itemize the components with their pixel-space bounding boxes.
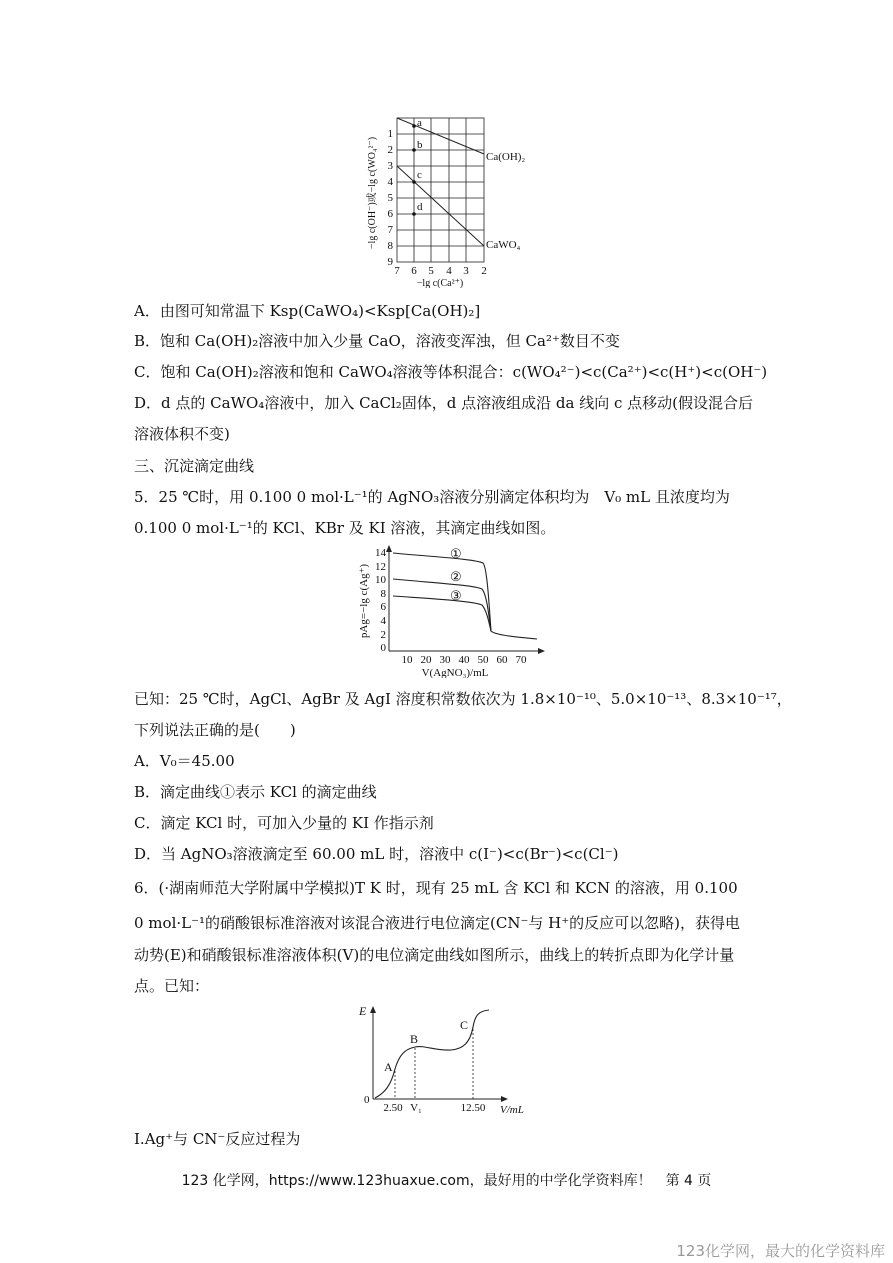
curve-label-3: ③ (450, 588, 462, 603)
y-tick: 6 (380, 601, 386, 613)
y-tick: 4 (380, 615, 386, 627)
q4-option-b: B．饱和 Ca(OH)₂溶液中加入少量 CaO，溶液变浑浊，但 Ca²⁺数目不变 (134, 332, 620, 350)
y-tick: 10 (375, 574, 386, 586)
x-tick: 60 (496, 654, 508, 666)
line-label-caoh2: Ca(OH)₂ (486, 151, 526, 163)
x-tick: 50 (477, 654, 489, 666)
curve-1 (393, 553, 537, 639)
q6-stem: 6．(·湖南师范大学附属中学模拟)T K 时，现有 25 mL 含 KCl 和 KCN 的溶液，用 0.100 (134, 879, 738, 897)
caoh2-line (397, 118, 484, 154)
x-tick: 3 (463, 265, 469, 277)
point-c (412, 180, 416, 184)
point-a (412, 124, 416, 128)
y-tick: 9 (387, 256, 393, 268)
x-tick: V₁ (410, 1102, 422, 1114)
q5-stem: 5．25 ℃时，用 0.100 0 mol·L⁻¹的 AgNO₃溶液分别滴定体积均为 V₀ mL 且浓度均为 (134, 488, 730, 506)
y-tick: 2 (380, 629, 386, 641)
point-label-c: c (417, 169, 422, 181)
curve-3 (393, 596, 491, 631)
q5-option-a: A．V₀＝45.00 (134, 752, 235, 770)
x-tick: 12.50 (460, 1102, 486, 1114)
figure-solubility-lines (355, 108, 545, 288)
y-axis-label: E (359, 1004, 367, 1018)
section-heading: 三、沉淀滴定曲线 (134, 457, 255, 475)
point-d (412, 212, 416, 216)
q4-option-c: C．饱和 Ca(OH)₂溶液和饱和 CaWO₄溶液等体积混合：c(WO₄²⁻)<c(Ca²⁺)<c(H⁺)<c(OH⁻) (134, 363, 768, 381)
q5-option-d: D．当 AgNO₃溶液滴定至 60.00 mL 时，溶液中 c(I⁻)<c(Br⁻)<c(Cl⁻) (134, 845, 619, 863)
watermark: 123化学网，最大的化学资料库 (676, 1242, 885, 1260)
x-tick: 5 (428, 265, 434, 277)
x-axis-label: V/mL (500, 1104, 524, 1115)
q4-option-d-cont: 溶液体积不变) (134, 425, 230, 443)
q5-known-cont: 下列说法正确的是( ) (134, 721, 296, 739)
x-tick: 70 (515, 654, 527, 666)
q6-part-1: Ⅰ.Ag⁺与 CN⁻反应过程为 (134, 1130, 301, 1148)
q6-stem-2: 0 mol·L⁻¹的硝酸银标准溶液对该混合液进行电位滴定(CN⁻与 H⁺的反应可以忽略)，获得电 (134, 914, 741, 932)
point-label-c: C (460, 1018, 469, 1032)
point-label-b: B (410, 1032, 419, 1046)
x-tick: 30 (439, 654, 451, 666)
q5-known: 已知：25 ℃时，AgCl、AgBr 及 AgI 溶度积常数依次为 1.8×10⁻¹⁰、5.0×10⁻¹³、8.3×10⁻¹⁷， (134, 690, 792, 708)
x-tick: 2.50 (383, 1102, 403, 1114)
q6-stem-4: 点。已知： (134, 977, 210, 995)
y-tick: 7 (387, 224, 393, 236)
q4-option-a: A．由图可知常温下 Ksp(CaWO₄)<Ksp[Ca(OH)₂] (134, 302, 481, 320)
y-axis-label: −lg c(OH⁻)或−lg c(WO₄²⁻) (367, 136, 378, 250)
y-tick: 12 (375, 561, 386, 573)
x-tick: 2 (481, 265, 487, 277)
x-axis-label: V(AgNO₃)/mL (421, 667, 489, 678)
x-tick: 40 (458, 654, 470, 666)
y-tick: 4 (387, 176, 393, 188)
point-b (412, 148, 416, 152)
page-footer: 123 化学网，https://www.123huaxue.com，最好用的中学化学资料库！ 第 4 页 (181, 1173, 712, 1189)
figure-potential-curve (355, 1003, 535, 1115)
curve-2 (393, 579, 491, 631)
q5-stem-cont: 0.100 0 mol·L⁻¹的 KCl、KBr 及 KI 溶液，其滴定曲线如图。 (134, 519, 556, 537)
potential-curve (375, 1010, 489, 1098)
point-label-a: a (417, 117, 422, 129)
q6-stem-3: 动势(E)和硝酸银标准溶液体积(V)的电位滴定曲线如图所示，曲线上的转折点即为化学计量 (134, 946, 735, 964)
x-tick: 20 (420, 654, 432, 666)
y-axis-label: pAg=−lg c(Ag⁺) (358, 563, 370, 639)
cawo4-line (397, 166, 484, 246)
figure-titration-curves (355, 543, 550, 678)
point-label-a: A (384, 1060, 393, 1074)
y-tick: 1 (387, 128, 393, 140)
y-tick: 3 (387, 160, 393, 172)
x-tick: 7 (394, 265, 400, 277)
y-tick: 8 (380, 588, 386, 600)
line-label-cawo4: CaWO₄ (486, 239, 521, 251)
q4-option-d: D．d 点的 CaWO₄溶液中，加入 CaCl₂固体，d 点溶液组成沿 da 线向 c 点移动(假设混合后 (134, 394, 754, 412)
x-tick: 6 (411, 265, 417, 277)
y-tick: 8 (387, 240, 393, 252)
y-tick: 14 (375, 547, 386, 559)
x-tick: 4 (446, 265, 452, 277)
y-tick: 2 (387, 144, 393, 156)
curve-label-1: ① (450, 546, 462, 561)
y-tick: 6 (387, 208, 393, 220)
point-label-d: d (417, 201, 423, 213)
point-label-b: b (417, 139, 423, 151)
y-tick: 5 (387, 192, 393, 204)
q5-option-b: B．滴定曲线①表示 KCl 的滴定曲线 (134, 783, 377, 801)
x-axis-label: −lg c(Ca²⁺) (416, 278, 464, 288)
curve-label-2: ② (450, 569, 462, 584)
q5-option-c: C．滴定 KCl 时，可加入少量的 KI 作指示剂 (134, 814, 434, 832)
origin-label: 0 (364, 1094, 370, 1106)
x-tick: 10 (401, 654, 413, 666)
y-tick: 0 (380, 642, 386, 654)
